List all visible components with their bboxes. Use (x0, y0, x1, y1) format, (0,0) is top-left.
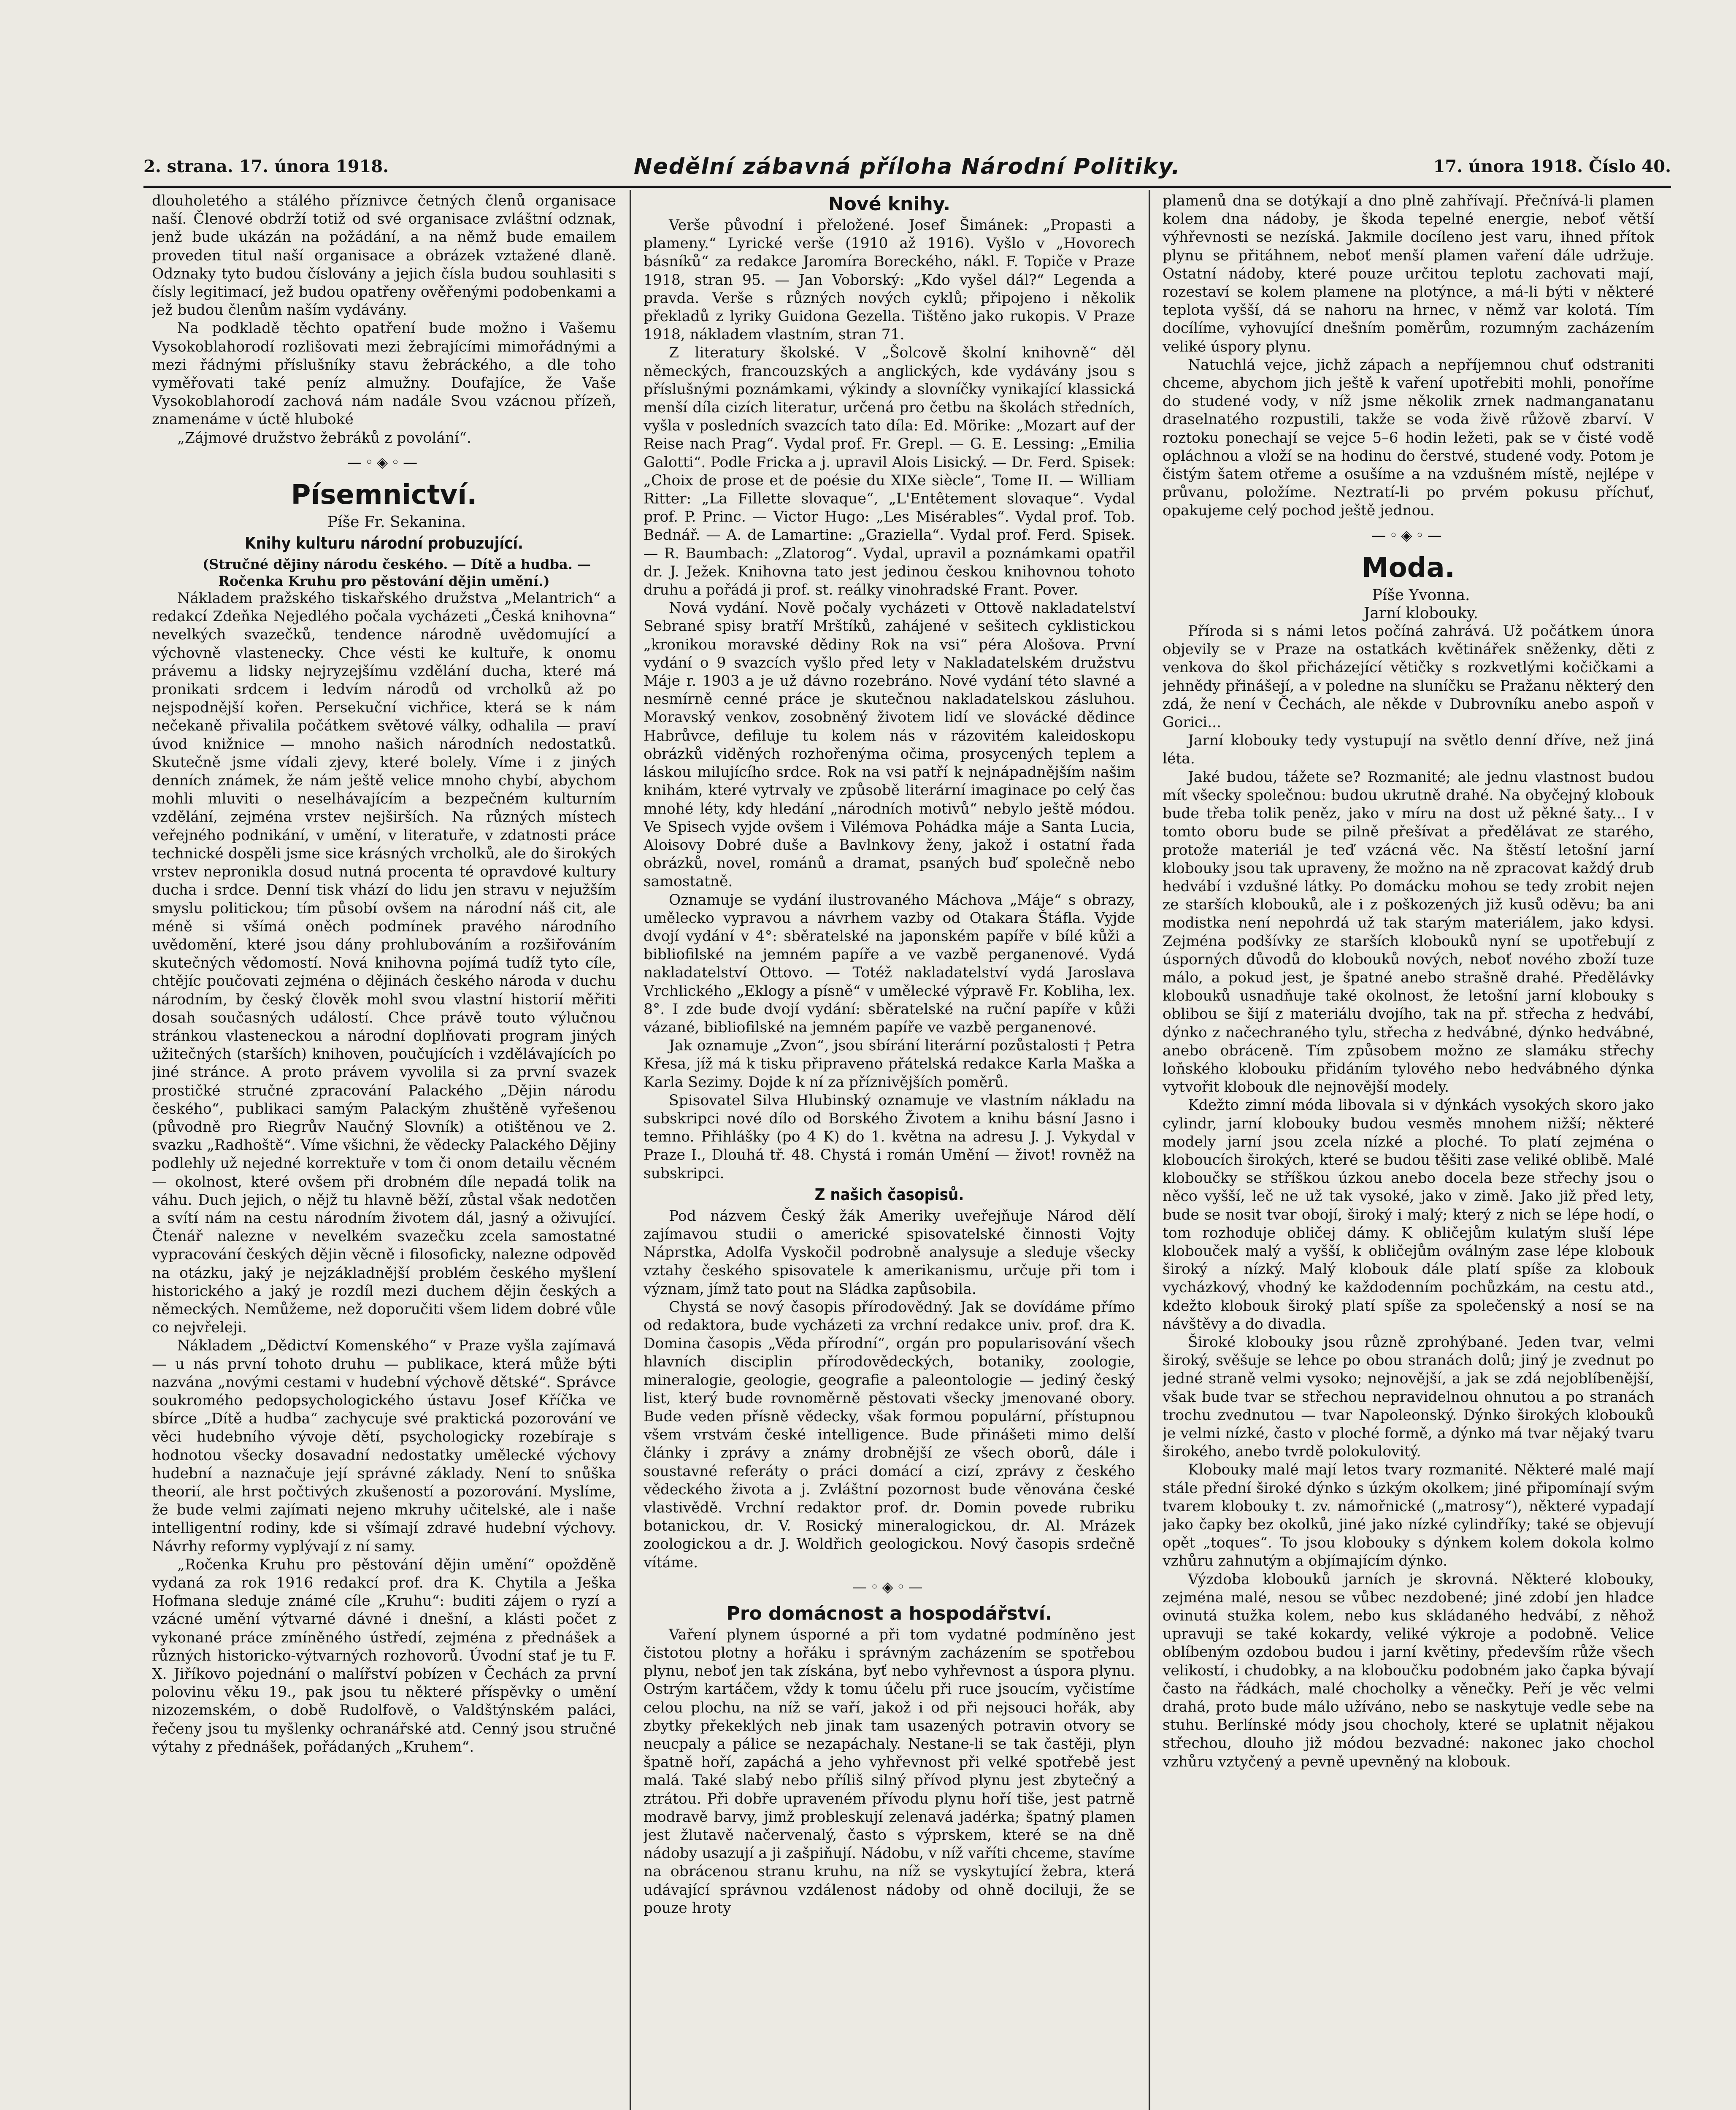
article-paragraph: Verše původní i přeložené. Josef Šimánek: „Propasti a plameny.“ Lyrické verše (1910 až 1916). Vyšlo v „Hovorech básníků“ za redakce Jaromíra Boreckého, nákl. F. Topiče v Praze 1918, stran 95. — Jan Voborský: „Kdo vyšel dál?“ Legenda a pravda. Verše s různých nových cyklů; připojeno i několik překladů z lyriky Guidona Gezella. Tištěno jako rukopis. V Praze 1918, nákladem vlastním, stran 71. (644, 217, 1135, 344)
article-paragraph: Natuchlá vejce, jichž zápach a nepříjemnou chuť odstraniti chceme, abychom jich ještě k vaření upotřebiti mohli, ponoříme do studené vody, v níž jsme několik zrnek nadmanganatanu draselnatého rozpustili, takže se voda živě růžově zbarví. V roztoku ponechají se vejce 5–6 hodin ležeti, pak se v čisté vodě opláchnou a vloží se na hodinu do čerstvé, studené vody. Potom je čistým šatem otřeme a osušíme a na vzdušném místě, nejlépe v průvanu, položíme. Neztratí-li po prvém pokusu příchuť, opakujeme celý pochod ještě jednou. (1163, 356, 1654, 519)
article-paragraph: Nákladem pražského tiskařského družstva „Melantrich“ a redakcí Zdeňka Nejedlého počala vycházeti „Česká knihovna“ nevelkých svazečků, tendence národně uvědomující a výchovně vlastenecky. Chce vésti ke kultuře, k onomu právemu a lidsky nejryzejšímu vzdělání ducha, které má pronikati srdcem i ledvím národů od vrcholků až po nejspodnější kořen. Persekuční vichřice, která se k nám nečekaně přivalila počátkem světové války, odhalila — praví úvod knižnice — mnoho našich národních nedostatků. Skutečně jsme vídali zjevy, které bolely. Víme i z jiných denních známek, že nám ještě velice mnoho chybí, abychom mohli mluviti o neselhávajícím a bezpečném kulturním vzdělání, zejména vrstev nejširších. Na různých místech veřejného podnikání, v umění, v literatuře, v zdatnosti práce technické dospěli jsme sice krásných vrcholků, ale do širokých vrstev nepronikla dosud nutná procenta té opravdové kultury ducha i srdce. Denní tisk vhází do lidu jen stravu v nejužším smyslu politickou; tím působí ovšem na národní náš cit, ale méně si všímá oněch podmínek pravého národního uvědomění, které jsou dány prohlubováním a rozšiřováním skutečných vědomostí. Nová knihovna pojímá tudíž tyto cíle, chtějíc poučovati zejména o dějinách českého národa v duchu národním, by český člověk mohl svou vlastní historií měřiti dosah současných událostí. Chce právě touto výlučnou stránkou vlasteneckou a národní doplňovati program jiných užitečných (starších) knihoven, poučujících i vzdělávajících po jiné stránce. A proto právem vyvolila si za první svazek prostičké stručné zpracování Palackého „Dějin národu českého“, publikaci samým Palackým zhuštěně vyřešenou (původně pro Riegrův Naučný Slovník) a otištěnou ve 2. svazku „Radhoště“. Víme všichni, že vědecky Palackého Dějiny podlehly už nejedné korrektuře v tom či onom detailu věcném — okolnost, které ovšem při drobném díle nepadá tolik na váhu. Duch jejich, o nějž tu hlavně běží, zůstal však nedotčen a svítí nám na cestu národním životem dál, jasný a oživující. Čtenář nalezne v nevelkém svazečku zcela samostatné vypracování českých dějin věcně i filosoficky, nalezne odpověď na otázku, jaký je nejzákladnější problém českého myšlení historického a jaký je rozdíl mezi duchem dějin českých a německých. Nemůžeme, než doporučiti všem lidem dobré vůle co nejvřeleji. (152, 590, 616, 1336)
article-paragraph: Jarní klobouky tedy vystupují na světlo denní dříve, než jiná léta. (1163, 732, 1654, 768)
article-paragraph: Vaření plynem úsporné a při tom vydatné podmíněno jest čistotou plotny a hořáku i správným zacházením se spotřebou plynu, neboť jen tak získána, byť nebo vyhřevnost a úspora plynu. Ostrým kartáčem, vždy k tomu účelu při ruce jsoucím, vyčistíme celou plochu, na níž se vaří, jakož i od při nejsouci hořák, aby zbytky překeklých neb jinak tam usazených potravin otvory se neucpaly a pálice se nezapáchaly. Nestane-li se tak častěji, plyn špatně hoří, zapáchá a jeho vyhřevnost při velké spotřebě jest malá. Také slabý nebo příliš silný přívod plynu jest zbytečný a ztrátou. Při dobře upraveném přívodu plynu hoří tiše, jest patrně modravě barvy, jimž probleskují zelenavá jadérka; špatný plamen jest žlutavě načervenalý, často s výprskem, které se na dně nádoby usazují a ji zašpiňují. Nádobu, v níž vaříti chceme, stavíme na obrácenou stranu kruhu, na níž se vyskytující žebra, která udávající správnou vzdálenost nádoby od ohně dociluji, že se pouze hroty (644, 1626, 1135, 1917)
article-paragraph: Z literatury školské. V „Šolcově školní knihovně“ děl německých, francouzských a anglických, kde vydávány jsou s příslušnými poznámkami, výkindy a slovníčky vynikající klassická menší díla cizích literatur, určená pro četbu na školách středních, vyšla v posledních svazcích tato díla: Ed. Mörike: „Mozart auf der Reise nach Prag“. Vydal prof. Fr. Grepl. — G. E. Lessing: „Emilia Galotti“. Podle Fricka a j. upravil Alois Lisický. — Dr. Ferd. Spisek: „Choix de prose et de poésie du XIXe siècle“, Tome II. — William Ritter: „La Fillette slovaque“, „L'Entêtement slovaque“. Vydal prof. P. Princ. — Victor Hugo: „Les Misérables“. Vydal prof. Tob. Bednář. — A. de Lamartine: „Graziella“. Vydal prof. Ferd. Spisek. — R. Baumbach: „Zlatorog“. Vydal, upravil a poznámkami opatřil dr. J. Ježek. Knihovna tato jest jedinou českou knihovnou tohoto druhu a pořádá ji prof. st. reálky vinohradské Frant. Pover. (644, 344, 1135, 599)
article-paragraph: Jaké budou, tážete se? Rozmanité; ale jednu vlastnost budou mít všecky společnou: budou ukrutně drahé. Na obyčejný klobouk bude třeba tolik peněz, jako v míru na dost už pěkné šaty... I v tomto oboru bude se pilně přešívat a předělávat ze starého, protože materiál je teď vzácná věc. Na štěstí letošní jarní klobouky jsou tak upraveny, že možno na ně zpracovat každý drub hedvábí i vzdušné látky. Po domácku mohou se tedy zrobit nejen ze starších klobouků, ale i z poškozených již kusů oděvu; ba ani modistka není nepohrdá už tak starým materiálem, jako kdysi. Zejména podšívky ze starších klobouků nyní se upotřebují z úsporných důvodů do klobouků nových, neboť nového zboží tuze málo, a pokud jest, je špatné anebo strašně drahé. Předělávky klobouků usnadňuje také okolnost, že letošní jarní klobouky s oblibou se šijí z materiálu dvojího, tak na př. střecha z hedvábí, dýnko z načechraného tylu, střecha z hedvábné, dýnko hedvábné, anebo obráceně. Tím způsobem možno ze slamáku střechy loňského klobouku přidáním tylového nebo hedvábného dýnka vytvořit klobouk dle nejnovější modely. (1163, 768, 1654, 1096)
article-paragraph: Příroda si s námi letos počíná zahrává. Už počátkem února objevily se v Praze na ostatkách květinářek sněženky, děti z venkova do škol přicházející větičky s rozkvetlými kočičkami a jehnědy přinášejí, a v poledne na sluníčku se Pražanu některý den zdá, že není v Čechách, ale někde v Dubrovníku anebo aspoň v Gorici... (1163, 623, 1654, 731)
article-paragraph: Výzdoba klobouků jarních je skrovná. Některé klobouky, zejména malé, nesou se vůbec nezdobené; jiné zdobí jen hladce ovinutá stužka kolem, nebo kus skládaného hedvábí, z něhož upravuji se také kokardy, veliké výkroje a podobně. Velice oblíbeným ozdobou budou i jarní květiny, především růže všech velikostí, i chudobky, a na kloboučku podobném jako čapka bývají často na řádkách, malé chocholky a věnečky. Peří je věc velmi drahá, proto bude málo užíváno, nebo se naskytuje vedle sebe na stuhu. Berlínské módy jsou chocholy, které se uplatnit nějakou střechou, dlouho již módou bezvadné: nakonec jako chochol vzhůru vztyčený a pevně upevněný na klobouk. (1163, 1571, 1654, 1770)
article-paragraph: Klobouky malé mají letos tvary rozmanité. Některé malé mají stále přední široké dýnko s úzkým okolkem; jiné připomínají svým tvarem klobouky t. zv. námořnické („matrosy“), některé vypadají jako čapky bez okolků, jiné jako nízké cylindříky; také se objevují opět „toques“. To jsou klobouky s dýnkem kolem dokola kolmo vzhůru zahnutým a objímajícím dýnko. (1163, 1461, 1654, 1570)
section-title-pro-domacnost: Pro domácnost a hospodářství. (726, 1602, 1052, 1624)
letter-paragraph: Na podkladě těchto opatření bude možno i Vašemu Vysokoblahorodí rozlišovati mezi žebrajícími mimořádnými a mezi řádnými příslušníky stavu žebráckého, a dle toho vyměřovati také peníz almužny. Doufajíce, že Vaše Vysokoblahorodí zachová nám nadále Svou vzácnou přízeň, znamenáme v úctě hluboké (152, 320, 616, 428)
article-subheadline: Jarní klobouky. (1364, 604, 1478, 622)
article-paragraph: Chystá se nový časopis přírodovědný. Jak se dovídáme přímo od redaktora, bude vycházeti za vrchní redakce univ. prof. dra K. Domina časopis „Věda přírodní“, orgán pro popularisování všech hlavních disciplin přírodovědeckých, botaniky, zoologie, mineralogie, geologie, geografie a paleontologie — jediný český list, který bude rovnoměrně pěstovati všecky jmenované obory. Bude veden přísně vědecky, však formou populární, přístupnou všem vrstvám české intelligence. Bude přinášeti mimo delší články i zprávy a známy drobnější ze všech oborů, dále i soustavné referáty o práci domácí a cizí, zprávy z českého vědeckého života a j. Zvláštní pozornost bude věnována české vlastivědě. Vrchní redaktor prof. dr. Domin povede rubriku botanickou, dr. V. Rosický mineralogickou, dr. Al. Mrázek zoologickou a dr. J. Woldřich geologickou. Nový časopis srdečně vítáme. (644, 1298, 1135, 1571)
article-paragraph: „Ročenka Kruhu pro pěstování dějin umění“ opožděně vydaná za rok 1916 redakcí prof. dra K. Chytila a Ješka Hofmana sleduje známé cíle „Kruhu“: buditi zájem o ryzí a vzácné umění výtvarné dávné i dnešní, a klásti počet z vykonané práce zmíněného ústředí, zejména z přednášek a různých historicko-výtvarných rozhovorů. Úvodní stať je tu F. X. Jiříkovo pojednání o malířství pobízen v Čechách za první polovinu věku 19., pak jsou tu některé příspěvky o umění nizozemském, o době Rudolfově, o Valdštýnském paláci, řečeny jsou tu myšlenky ochranářské atd. Cenný jsou stručné výtahy z přednášek, pořádaných „Kruhem“. (152, 1556, 616, 1756)
section-title-nove-knihy: Nové knihy. (828, 193, 951, 215)
column-2 (644, 192, 1135, 2110)
section-ornament: —◦◈◦— (1371, 527, 1445, 544)
article-paragraph: Oznamuje se vydání ilustrovaného Máchova „Máje“ s obrazy, umělecko vypravou a návrhem vazby od Otakara Štáfla. Vyjde dvojí vydání v 4°: sběratelské na japonském papíře v bílé kůži a bibliofilské na jemném papíře a ve vazbě perganenové. Vydá nakladatelství Ottovo. — Totéž nakladatelství vydá Jaroslava Vrchlického „Eklogy a písně“ v umělecké výpravě Fr. Kobliha, lex. 8°. I zde bude dvojí vydání: sběratelské na ruční papíře v kůži vázané, bibliofilské na jemném papíře ve vazbě perganenové. (644, 891, 1135, 1036)
article-paragraph: Kdežto zimní móda libovala si v dýnkách vysokých skoro jako cylindr, jarní klobouky budou vesměs mnohem nižší; některé modely jarní jsou zcela nízké a ploché. To platí zejména o kloboucích širokých, které se budou těšiti zase veliké oblibě. Malé kloboučky se stříškou úzkou anebo docela beze střechy jsou o něco vyšší, leč ne už tak vysoké, jako v zimě. Jako již před lety, bude se nosit tvar obojí, široký i malý; který z nich se lépe hodí, o tom rozhoduje obličej dámy. K obličejům kulatým sluší lépe klobouček malý a vyšší, k obličejům oválným zase lépe klobouk široký a nízký. Malý klobouk dále platí spíše za klobouk vycházkový, vhodný ke každodenním pochůzkám, na cestu atd., kdežto klobouk široký platí spíše za společenský a nosí se na návštěvy a do divadla. (1163, 1097, 1654, 1333)
article-paragraph: plamenů dna se dotýkají a dno plně zahřívají. Přečnívá-li plamen kolem dna nádoby, je škoda tepelné energie, neboť větší výhřevnosti se nezíská. Jakmile docíleno jest varu, ihned přítok plynu se přitáhnem, neboť menší plamen vaření dále udržuje. Ostatní nádoby, které pouze určitou teplotu zachovati mají, rozestaví se kolem plamene na plotýnce, a má-li býti v některé teplota vyšší, dá se nahoru na hrnec, v němž var kolotá. Tím docílíme, vyhovující dnešním poměrům, rozumným zacházením veliké úspory plynu. (1163, 192, 1654, 355)
article-subheadline: (Stručné dějiny národu českého. — Dítě a hudba. — Ročenka Kruhu pro pěstování dějin umění.) (202, 556, 591, 590)
article-paragraph: Nákladem „Dědictví Komenského“ v Praze vyšla zajímavá — u nás první tohoto druhu — publikace, která může býti nazvána „novými cestami v hudební výchově dětské“. Správce soukromého pedopsychologického ústavu Josef Kříčka ve sbírce „Dítě a hudba“ zachycuje své praktická pozorování ve věci hudebního vývoje dětí, psychologicky rozebíraje s hodnotou všecky dosavadní nedostatky umělecké výchovy hudební a naznačuje její správné základy. Není to snůška theorií, ale hrst počtivých zkušeností a pozorování. Myslíme, že bude velmi zajímati nejeno mkruhy učitelské, ale i naše intelligentní rodiny, kde si všímají zdravé hudební výchovy. Návrhy reformy vyplývají z ní samy. (152, 1337, 616, 1555)
page-number-date: 2. strana. 17. února 1918. (143, 157, 389, 176)
column-divider-right (1149, 190, 1150, 2110)
article-paragraph: Jak oznamuje „Zvon“, jsou sbírání literární pozůstalosti † Petra Křesa, jíž má k tisku připraveno přátelská redakce Karla Maška a Karla Sezimy. Dojde k ní za příznivějších poměrů. (644, 1037, 1135, 1091)
issue-date-number: 17. února 1918. Číslo 40. (1433, 157, 1671, 176)
masthead: Nedělní zábavná příloha Národní Politiky. (633, 154, 1181, 179)
letter-paragraph: dlouholetého a stálého příznivce četných členů organisace naší. Členové obdrží totiž od své organisace zvláštní odznak, jenž bude ukázán na požádání, a na němž bude emailem proveden titul naší organisace a obrázek vztažené dlaně. Odznaky tyto budou číslovány a jejich čísla budou souhlasiti s čísly legitimací, jež budou opatřeny ověřenými podobenkami a jež budou členům naším vydávány. (152, 192, 616, 319)
article-paragraph: Spisovatel Silva Hlubinský oznamuje ve vlastním nákladu na subskripci nové dílo od Borského Životem a knihu básní Jasno i temno. Přihlášky (po 4 K) do 1. května na adresu J. J. Vykydal v Praze I., Dlouhá tř. 48. Chystá i román Umění — život! rovněž na subskripci. (644, 1092, 1135, 1182)
section-title-z-nasich-casopisu: Z našich časopisů. (814, 1185, 964, 1204)
section-title-pisemnictvi: Písemnictví. (291, 479, 477, 511)
header-rule (143, 186, 1671, 188)
letter-signature: „Zájmové družstvo žebráků z povolání“. (177, 429, 471, 446)
article-paragraph: Široké klobouky jsou různě zprohýbané. Jeden tvar, velmi široký, svěšuje se lehce po obou stranách dolů; jiný je zvednut po jedné straně velmi vysoko; nejnovější, a jak se zdá nejoblíbenější, však bude tvar se střechou nepravidelnou ohnutou a po stranách trochu zvednutou — tvar Napoleonský. Dýnko širokých klobouků je velmi nízké, často v ploché formě, a dýnko má tvar nějaký tvaru širokého, anebo tvrdě polokulovitý. (1163, 1334, 1654, 1461)
column-1 (152, 192, 616, 2110)
column-3 (1163, 192, 1654, 2083)
section-ornament: —◦◈◦— (347, 454, 421, 471)
article-paragraph: Nová vydání. Nově počaly vycházeti v Ottově nakladatelství Sebrané spisy bratří Mrštíků, zahájené v sešitech cyklistickou „kronikou moravské dědiny Rok na vsi“ péra Alošova. První vydání o 9 svazcích vyšlo před lety v Nakladatelském družstvu Máje r. 1903 a je už dávno rozebráno. Nové vydání této slavné a nesmírně cenné práce je skutečnou nakladatelskou zásluhou. Moravský venkov, zosobněný životem lidí ve slovácké dědince Habrůvce, defiluje tu kolem nás v rázovitém kaleidoskopu obrázků viděných rozhořenýma očima, prosycených teplem a láskou milujícího srdce. Rok na vsi patří k nejnápadnějším našim knihám, které vytrvaly ve způsobě literární imaginace po celý čas mnohé léty, kdy hledání „národních motivů“ nebylo ještě módou. Ve Spisech vyjde ovšem i Vilémova Pohádka máje a Santa Lucia, Aloisovy Dobré duše a Bavlnkovy ženy, jakož i ostatní řada obrázků, novel, románů a dramat, psaných buď společně nebo samostatně. (644, 600, 1135, 890)
page-header (143, 152, 1671, 186)
section-ornament: —◦◈◦— (852, 1578, 926, 1596)
article-headline: Knihy kulturu národní probuzující. (244, 534, 524, 553)
section-title-moda: Moda. (1362, 552, 1455, 584)
article-paragraph: Pod názvem Český žák Ameriky uveřejňuje Národ dělí zajímavou studii o americké spisovatelské činnosti Vojty Náprstka, Adolfa Vyskočil podrobně analysuje a sleduje všecky vztahy českého spisovatele k amerikanismu, určuje při tom i význam, jímž tato pout na Sládka zapůsobila. (644, 1207, 1135, 1298)
author-line: Píše Fr. Sekanina. (327, 513, 466, 531)
author-line: Píše Yvonna. (1372, 586, 1470, 604)
column-divider-left (630, 190, 631, 2110)
